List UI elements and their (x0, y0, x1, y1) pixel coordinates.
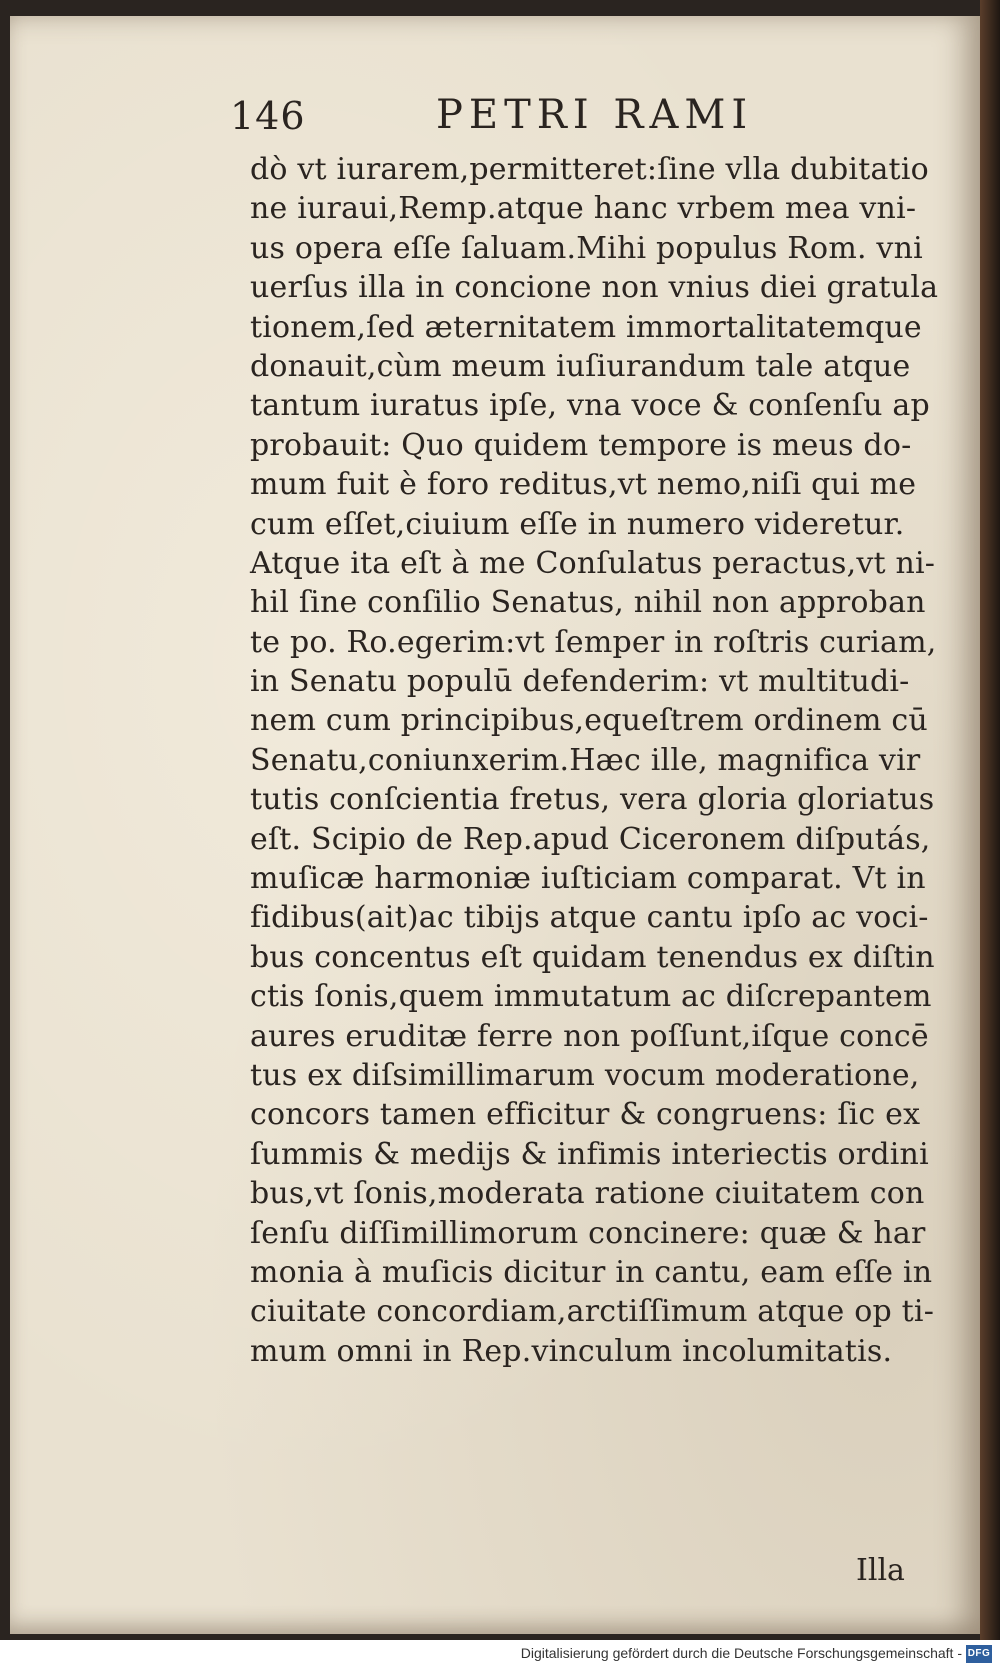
text-line: donauit,cùm meum iuſiurandum tale atque (250, 348, 911, 384)
text-line: us opera eſſe ſaluam.Mihi populus Rom. vni (250, 230, 923, 266)
digitization-footer (0, 1642, 1000, 1669)
text-line: aures eruditæ ferre non poſſunt,iſque concē (250, 1018, 929, 1054)
text-line: nem cum principibus,equeſtrem ordinem cū (250, 703, 928, 739)
text-line: hil ſine conſilio Senatus, nihil non approban (250, 585, 926, 621)
book-binding-edge (980, 0, 1000, 1640)
text-line: tus ex diſsimillimarum vocum moderatione, (250, 1057, 920, 1093)
text-line: concors tamen efficitur & congruens: ſic ex (250, 1097, 921, 1133)
text-line: eſt. Scipio de Rep.apud Ciceronem diſputás, (250, 821, 931, 857)
text-line: ciuitate concordiam,arctiſſimum atque op ti- (250, 1294, 935, 1330)
text-line: bus,vt ſonis,moderata ratione ciuitatem con (250, 1176, 925, 1212)
text-line: tutis conſcientia fretus, vera gloria gloriatus (250, 782, 935, 818)
text-line: tionem,ſed æternitatem immortalitatemque (250, 309, 922, 345)
page-number: 146 (230, 94, 306, 138)
text-line: ctis ſonis,quem immutatum ac diſcrepantem (250, 979, 932, 1015)
footer-credit: Digitalisierung gefördert durch die Deutsche Forschungsgemeinschaft - (520, 1645, 962, 1661)
page-header (0, 88, 1000, 144)
text-line: ſummis & medijs & infimis interiectis ordini (250, 1136, 929, 1172)
text-line: ſenſu diſſimillimorum concinere: quæ & har (250, 1215, 926, 1251)
text-line: probauit: Quo quidem tempore is meus do- (250, 427, 912, 463)
text-line: bus concentus eſt quidam tenendus ex diſtin (250, 939, 935, 975)
text-line: mum omni in Rep.vinculum incolumitatis. (250, 1333, 893, 1369)
text-line: in Senatu populū defenderim: vt multitudi- (250, 664, 910, 700)
text-line: cum eſſet,ciuium eſſe in numero videretur. (250, 506, 905, 542)
text-line: monia à muſicis dicitur in cantu, eam eſſe in (250, 1254, 933, 1290)
text-line: fidibus(ait)ac tibijs atque cantu ipſo ac voci- (250, 900, 929, 936)
text-line: muſicæ harmoniæ iuſticiam comparat. Vt in (250, 861, 926, 897)
body-text (250, 150, 939, 1371)
text-line: dò vt iurarem,permitteret:ſine vlla dubitatio (250, 152, 929, 187)
running-head: PETRI RAMI (436, 92, 754, 138)
text-line: mum fuit è foro reditus,vt nemo,niſi qui me (250, 467, 917, 503)
dfg-logo-icon: DFG (966, 1645, 992, 1663)
text-line: tantum iuratus ipſe, vna voce & conſenſu ap (250, 388, 930, 424)
text-line: Atque ita eſt à me Conſulatus peractus,vt ni- (250, 545, 936, 581)
text-line: Senatu,coniunxerim.Hæc ille, magnifica vir (250, 742, 921, 778)
text-line: ne iuraui,Remp.atque hanc vrbem mea vni- (250, 191, 917, 227)
text-line: te po. Ro.egerim:vt ſemper in roſtris curiam, (250, 624, 937, 660)
text-line: uerſus illa in concione non vnius diei gratula (250, 270, 939, 306)
catchword: Illa (856, 1553, 905, 1588)
